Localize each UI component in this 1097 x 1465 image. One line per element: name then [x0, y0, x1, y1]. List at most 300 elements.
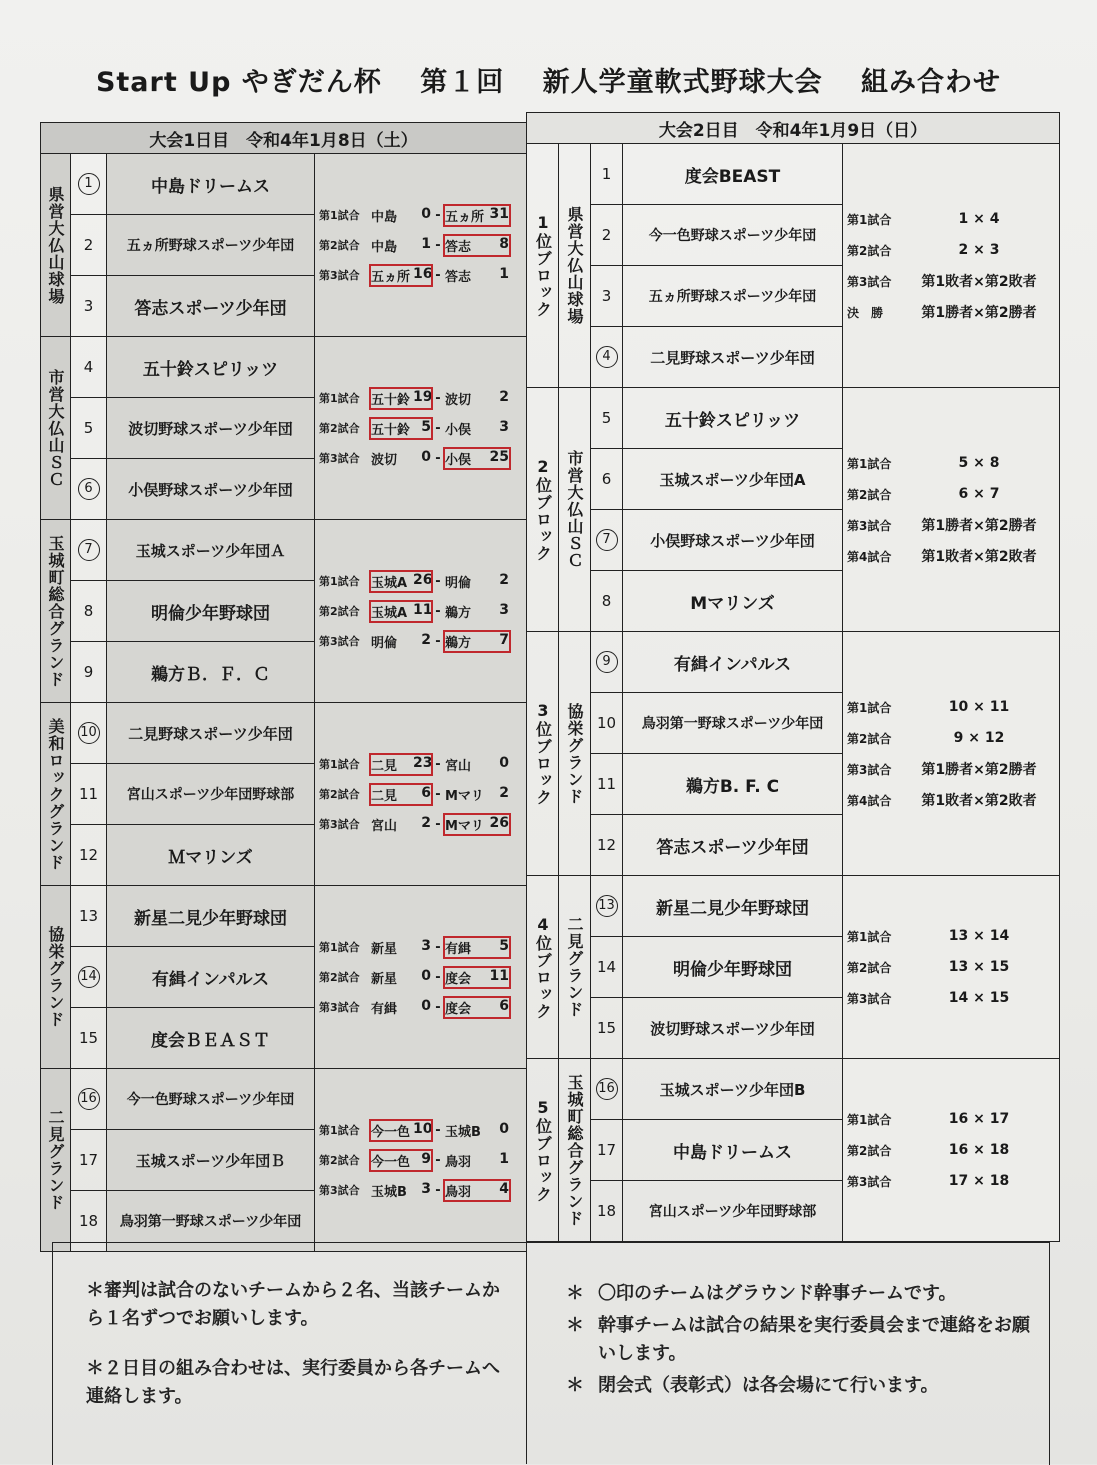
schedule-label: 第2試合: [847, 960, 892, 975]
results-cell: [315, 886, 527, 1069]
schedule-cell: [843, 632, 1060, 876]
match-result: [315, 749, 526, 779]
note-umpire: ＊審判は試合のないチームから２名、当該チームから１名ずつでお願いします。: [86, 1280, 500, 1329]
block-name: 1位ブロック: [533, 213, 553, 318]
team-name: 小俣野球スポーツ少年団: [623, 510, 843, 571]
score-dash: -: [435, 999, 441, 1015]
note-text: 閉会式（表彰式）は各会場にて行います。: [598, 1375, 939, 1396]
team-number-label: 9: [83, 663, 94, 681]
block-cell: [527, 388, 559, 632]
match-result: [315, 1175, 526, 1205]
schedule-line: [843, 921, 1059, 952]
team-number-label: 12: [596, 836, 617, 854]
note-report: [566, 1312, 1036, 1368]
team-number: [71, 886, 107, 947]
team-a: 玉城A: [371, 575, 408, 591]
score-b: 3: [499, 601, 509, 618]
match-label: 第3試合: [319, 1184, 360, 1197]
score-dash: -: [435, 573, 441, 589]
title-edition: 第１回: [420, 67, 505, 98]
score-b: 1: [499, 1150, 509, 1167]
match-result: [315, 809, 526, 839]
match-label: 第3試合: [319, 269, 360, 282]
winner-team-b: [445, 206, 509, 225]
venue-cell: [41, 703, 71, 886]
team-number: [71, 215, 107, 276]
team-name: 小俣野球スポーツ少年団: [107, 459, 315, 520]
score-a: 26: [413, 571, 433, 588]
team-number-label: 8: [83, 602, 94, 620]
team-a: 玉城B: [371, 1184, 407, 1200]
team-number: [591, 937, 623, 998]
block-cell: [527, 144, 559, 388]
team-a: 五ヵ所: [371, 269, 411, 285]
team-name: 二見野球スポーツ少年団: [107, 703, 315, 764]
schedule-pairing: 第1敗者×第2敗者: [921, 549, 1037, 565]
team-name: Mマリンズ: [623, 571, 843, 632]
team-number-label: 4: [596, 346, 618, 368]
schedule-pairing: 10 × 11: [948, 699, 1010, 715]
team-a: 新星: [371, 971, 398, 987]
schedule-label: 第3試合: [847, 762, 892, 777]
winner-team-b: [445, 815, 509, 834]
winner-team-a: [371, 1151, 431, 1170]
block-name: 5位ブロック: [533, 1097, 553, 1203]
score-b: 8: [499, 235, 509, 252]
winner-team-b: [445, 236, 509, 255]
team-b: 答志: [445, 239, 472, 255]
match-result: [315, 932, 526, 962]
team-number: [71, 459, 107, 520]
team-number: [71, 764, 107, 825]
team-b: 小俣: [445, 452, 472, 468]
schedule-pairing: 第1勝者×第2勝者: [921, 305, 1037, 321]
score-b: 2: [499, 784, 509, 801]
venue-cell: [41, 337, 71, 520]
schedule-pairing: 6 × 7: [958, 486, 1000, 502]
score-b: 1: [499, 265, 509, 282]
winner-team-a: [371, 266, 431, 285]
winner-team-b: [445, 602, 509, 621]
schedule-label: 第2試合: [847, 731, 892, 746]
team-a: 宮山: [371, 818, 398, 834]
team-number: [591, 510, 623, 571]
venue-name: 県営大仏山球場: [565, 206, 584, 325]
score-a: 2: [421, 814, 431, 831]
notes-left: [86, 1277, 506, 1433]
block-name: 3位ブロック: [533, 701, 553, 806]
winner-team-b: [445, 266, 509, 285]
schedule-line: [843, 1104, 1059, 1135]
notes-right: [566, 1280, 1036, 1400]
schedule-label: 決 勝: [847, 305, 884, 320]
team-number: [591, 571, 623, 632]
match-result: [315, 596, 526, 626]
score-b: 2: [499, 388, 509, 405]
team-a: 明倫: [371, 635, 398, 651]
match-label: 第2試合: [319, 422, 360, 435]
venue-name: 二見グランド: [565, 916, 584, 1018]
team-name: 玉城スポーツ少年団Ｂ: [107, 1130, 315, 1191]
score-b: 5: [499, 937, 509, 954]
schedule-label: 第1試合: [847, 1112, 892, 1127]
team-name: 度会ＢＥＡＳＴ: [107, 1008, 315, 1069]
match-result: [315, 566, 526, 596]
winner-team-b: [445, 968, 509, 987]
results-cell: [315, 703, 527, 886]
score-dash: -: [435, 1182, 441, 1198]
winner-team-a: [371, 785, 431, 804]
score-b: 0: [499, 1120, 509, 1137]
score-a: 23: [413, 754, 433, 771]
block-cell: [527, 1059, 559, 1242]
team-b: 宮山: [445, 758, 472, 774]
venue-name: 美和ロックグランド: [46, 717, 65, 871]
winner-team-a: [371, 1181, 431, 1200]
team-name: Ｍマリンズ: [107, 825, 315, 886]
venue-cell: [41, 154, 71, 337]
team-number-label: 2: [83, 236, 94, 254]
winner-team-a: [371, 815, 431, 834]
team-name: 新星二見少年野球団: [623, 876, 843, 937]
block-cell: [527, 876, 559, 1059]
score-a: 0: [421, 997, 431, 1014]
team-name: 明倫少年野球団: [107, 581, 315, 642]
team-row: [41, 154, 527, 215]
team-b: 五ヵ所: [445, 209, 485, 225]
team-number: [71, 1130, 107, 1191]
team-b: 度会: [445, 1001, 472, 1017]
team-name: 五十鈴スピリッツ: [623, 388, 843, 449]
results-cell: [315, 1069, 527, 1252]
score-b: 6: [499, 997, 509, 1014]
team-number: [591, 815, 623, 876]
note-circle: [566, 1280, 1036, 1308]
match-result: [315, 413, 526, 443]
team-name: 新星二見少年野球団: [107, 886, 315, 947]
team-name: 玉城スポーツ少年団Ａ: [107, 520, 315, 581]
schedule-pairing: 9 × 12: [953, 730, 1005, 746]
team-a: 中島: [371, 209, 398, 225]
team-b: 明倫: [445, 575, 472, 591]
day2-table: [526, 112, 1060, 1242]
schedule-label: 第4試合: [847, 793, 892, 808]
schedule-line: [843, 1135, 1059, 1166]
schedule-label: 第1試合: [847, 700, 892, 715]
score-dash: -: [435, 420, 441, 436]
schedule-line: [843, 448, 1059, 479]
score-a: 11: [413, 601, 433, 618]
block-cell: [527, 632, 559, 876]
team-b: 度会: [445, 971, 472, 987]
score-a: 5: [421, 418, 431, 435]
score-b: 11: [489, 967, 509, 984]
match-label: 第2試合: [319, 1154, 360, 1167]
block-name: 2位ブロック: [533, 457, 553, 562]
score-dash: -: [435, 969, 441, 985]
team-name: 波切野球スポーツ少年団: [623, 998, 843, 1059]
team-number: [591, 754, 623, 815]
winner-team-a: [371, 206, 431, 225]
team-row: [41, 703, 527, 764]
match-result: [315, 260, 526, 290]
schedule-line: [843, 235, 1059, 266]
score-dash: -: [435, 633, 441, 649]
team-number: [591, 327, 623, 388]
match-result: [315, 1145, 526, 1175]
team-number: [71, 337, 107, 398]
day1-header: 大会1日目 令和4年1月8日（土）: [41, 123, 527, 154]
team-number-label: 6: [601, 470, 612, 488]
match-result: [315, 200, 526, 230]
score-a: 6: [421, 784, 431, 801]
team-name: 中島ドリームス: [623, 1120, 843, 1181]
match-label: 第1試合: [319, 209, 360, 222]
team-number-label: 1: [601, 165, 612, 183]
team-name: 答志スポーツ少年団: [623, 815, 843, 876]
venue-name: 市営大仏山ＳＣ: [565, 450, 584, 569]
winner-team-a: [371, 236, 431, 255]
team-name: 鵜方B. F. C: [623, 754, 843, 815]
team-row: [527, 632, 1060, 693]
venue-cell: [559, 1059, 591, 1242]
score-dash: -: [435, 1122, 441, 1138]
team-number: [591, 632, 623, 693]
team-number-label: 16: [78, 1088, 100, 1110]
team-number: [591, 876, 623, 937]
winner-team-b: [445, 572, 509, 591]
team-number: [71, 276, 107, 337]
team-number: [71, 398, 107, 459]
team-number-label: 18: [596, 1202, 617, 1220]
team-number-label: 6: [78, 478, 100, 500]
score-dash: -: [435, 450, 441, 466]
match-result: [315, 230, 526, 260]
venue-name: 市営大仏山ＳＣ: [46, 368, 65, 488]
day1-table: [40, 122, 527, 1252]
venue-name: 二見グランド: [46, 1109, 65, 1211]
score-a: 19: [413, 388, 433, 405]
schedule-pairing: 1 × 4: [958, 211, 1000, 227]
score-b: 2: [499, 571, 509, 588]
score-b: 3: [499, 418, 509, 435]
schedule-line: [843, 297, 1059, 328]
note-mark: ＊: [566, 1315, 584, 1336]
venue-name: 玉城町総合グランド: [46, 534, 65, 688]
schedule-label: 第2試合: [847, 1143, 892, 1158]
schedule-label: 第3試合: [847, 1174, 892, 1189]
team-row: [41, 520, 527, 581]
match-label: 第2試合: [319, 605, 360, 618]
team-a: 今一色: [371, 1124, 411, 1140]
team-number-label: 3: [601, 287, 612, 305]
team-a: 五十鈴: [371, 392, 411, 408]
schedule-label: 第4試合: [847, 549, 892, 564]
venue-cell: [41, 886, 71, 1069]
match-label: 第3試合: [319, 452, 360, 465]
schedule-line: [843, 983, 1059, 1014]
winner-team-b: [445, 938, 509, 957]
team-number: [591, 266, 623, 327]
note-text: 〇印のチームはグラウンド幹事チームです。: [598, 1283, 957, 1304]
team-number-label: 8: [601, 592, 612, 610]
schedule-line: [843, 692, 1059, 723]
match-label: 第1試合: [319, 1124, 360, 1137]
schedule-line: [843, 754, 1059, 785]
team-row: [41, 886, 527, 947]
team-row: [527, 876, 1060, 937]
schedule-label: 第3試合: [847, 274, 892, 289]
team-a: 新星: [371, 941, 398, 957]
match-label: 第2試合: [319, 971, 360, 984]
team-name: 玉城スポーツ少年団A: [623, 449, 843, 510]
venue-cell: [559, 388, 591, 632]
score-a: 0: [421, 967, 431, 984]
score-dash: -: [435, 267, 441, 283]
team-number-label: 5: [83, 419, 94, 437]
page-title: [0, 60, 1097, 99]
team-number-label: 12: [78, 846, 99, 864]
score-dash: -: [435, 756, 441, 772]
schedule-line: [843, 723, 1059, 754]
venue-name: 玉城町総合グランド: [565, 1073, 584, 1227]
schedule-label: 第2試合: [847, 243, 892, 258]
team-name: 玉城スポーツ少年団B: [623, 1059, 843, 1120]
team-b: 鳥羽: [445, 1154, 472, 1170]
team-name: 今一色野球スポーツ少年団: [107, 1069, 315, 1130]
team-number: [71, 947, 107, 1008]
team-b: 玉城B: [445, 1124, 481, 1140]
score-dash: -: [435, 237, 441, 253]
team-row: [527, 144, 1060, 205]
team-number: [591, 1120, 623, 1181]
score-dash: -: [435, 816, 441, 832]
venue-cell: [559, 144, 591, 388]
team-name: 明倫少年野球団: [623, 937, 843, 998]
winner-team-b: [445, 1121, 509, 1140]
team-a: 今一色: [371, 1154, 411, 1170]
results-cell: [315, 520, 527, 703]
winner-team-a: [371, 755, 431, 774]
schedule-pairing: 2 × 3: [958, 242, 1000, 258]
schedule-pairing: 第1敗者×第2敗者: [921, 793, 1037, 809]
note-mark: ＊: [566, 1375, 584, 1396]
block-name: 4位ブロック: [533, 914, 553, 1020]
schedule-pairing: 5 × 8: [958, 455, 1000, 471]
schedule-label: 第1試合: [847, 212, 892, 227]
title-suffix: 組み合わせ: [861, 67, 1002, 98]
team-number: [591, 144, 623, 205]
score-a: 1: [421, 235, 431, 252]
winner-team-b: [445, 449, 509, 468]
team-a: 波切: [371, 452, 398, 468]
winner-team-b: [445, 389, 509, 408]
team-number: [591, 693, 623, 754]
schedule-pairing: 13 × 15: [948, 959, 1010, 975]
team-b: Mマリ: [445, 788, 484, 804]
team-b: Mマリ: [445, 818, 484, 834]
match-result: [315, 962, 526, 992]
winner-team-b: [445, 419, 509, 438]
schedule-label: 第1試合: [847, 929, 892, 944]
team-number-label: 18: [78, 1212, 99, 1230]
score-dash: -: [435, 603, 441, 619]
score-a: 0: [421, 448, 431, 465]
team-name: 今一色野球スポーツ少年団: [623, 205, 843, 266]
team-number-label: 15: [78, 1029, 99, 1047]
team-number-label: 7: [596, 529, 618, 551]
team-row: [527, 388, 1060, 449]
schedule-cell: [843, 876, 1060, 1059]
winner-team-a: [371, 1121, 431, 1140]
winner-team-b: [445, 755, 509, 774]
winner-team-a: [371, 449, 431, 468]
score-a: 16: [413, 265, 433, 282]
note-mark: ＊: [566, 1283, 584, 1304]
team-name: 五十鈴スピリッツ: [107, 337, 315, 398]
schedule-label: 第3試合: [847, 518, 892, 533]
team-b: 鳥羽: [445, 1184, 472, 1200]
team-number: [591, 998, 623, 1059]
title-event: Start Up やぎだん杯: [95, 67, 382, 98]
team-number-label: 5: [601, 409, 612, 427]
schedule-label: 第2試合: [847, 487, 892, 502]
team-name: 二見野球スポーツ少年団: [623, 327, 843, 388]
match-label: 第2試合: [319, 788, 360, 801]
team-number: [591, 388, 623, 449]
results-cell: [315, 337, 527, 520]
schedule-line: [843, 266, 1059, 297]
schedule-pairing: 第1敗者×第2敗者: [921, 274, 1037, 290]
match-label: 第3試合: [319, 1001, 360, 1014]
winner-team-a: [371, 389, 431, 408]
note-ceremony: [566, 1372, 1036, 1400]
winner-team-a: [371, 419, 431, 438]
team-b: 波切: [445, 392, 472, 408]
team-number: [71, 1008, 107, 1069]
note-text: 幹事チームは試合の結果を実行委員会まで連絡をお願いします。: [598, 1315, 1030, 1364]
match-label: 第1試合: [319, 392, 360, 405]
score-a: 0: [421, 205, 431, 222]
schedule-label: 第1試合: [847, 456, 892, 471]
team-a: 有緝: [371, 1001, 398, 1017]
schedule-pairing: 13 × 14: [948, 928, 1010, 944]
team-number: [591, 205, 623, 266]
team-a: 中島: [371, 239, 398, 255]
team-number-label: 14: [78, 966, 100, 988]
team-b: 鵜方: [445, 635, 472, 651]
winner-team-b: [445, 1181, 509, 1200]
team-number: [71, 825, 107, 886]
score-dash: -: [435, 1152, 441, 1168]
score-a: 9: [421, 1150, 431, 1167]
day2-header: 大会2日目 令和4年1月9日（日）: [527, 113, 1060, 144]
schedule-line: [843, 1166, 1059, 1197]
schedule-pairing: 16 × 18: [948, 1142, 1010, 1158]
winner-team-a: [371, 998, 431, 1017]
team-number-label: 10: [78, 722, 100, 744]
team-name: 答志スポーツ少年団: [107, 276, 315, 337]
team-name: 宮山スポーツ少年団野球部: [107, 764, 315, 825]
team-number-label: 15: [596, 1019, 617, 1037]
match-result: [315, 443, 526, 473]
match-result: [315, 1115, 526, 1145]
team-name: 五ヵ所野球スポーツ少年団: [107, 215, 315, 276]
winner-team-b: [445, 785, 509, 804]
winner-team-a: [371, 602, 431, 621]
score-b: 4: [499, 1180, 509, 1197]
match-result: [315, 383, 526, 413]
